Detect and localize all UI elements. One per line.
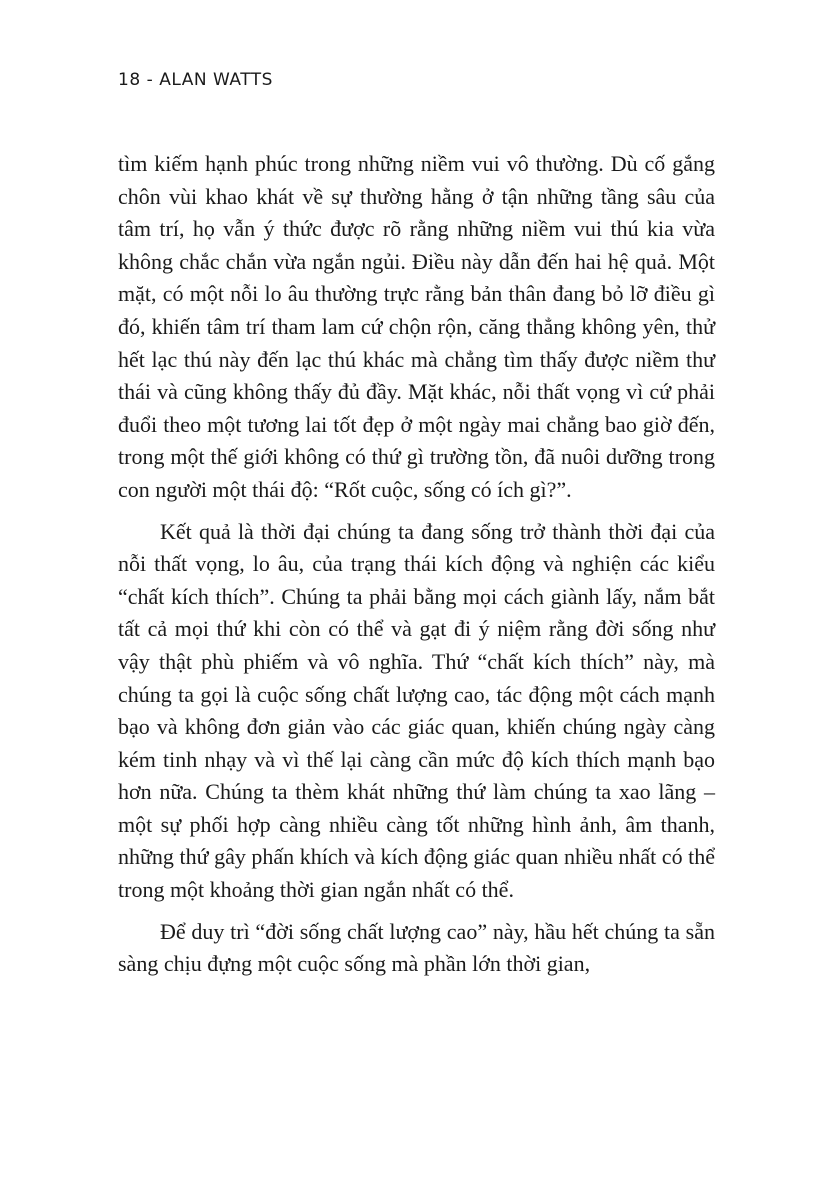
paragraph-continued: tìm kiếm hạnh phúc trong những niềm vui vô thường. Dù cố gắng chôn vùi khao khát về sự thường hằng ở tận những tầng sâu của tâm trí, họ vẫn ý thức được rõ rằng những niềm vui thú kia vừa không chắc chắn vừa ngắn ngủi. Điều này dẫn đến hai hệ quả. Một mặt, có một nỗi lo âu thường trực rằng bản thân đang bỏ lỡ điều gì đó, khiến tâm trí tham lam cứ chộn rộn, căng thẳng không yên, thử hết lạc thú này đến lạc thú khác mà chẳng tìm thấy được niềm thư thái và cũng không thấy đủ đầy. Mặt khác, nỗi thất vọng vì cứ phải đuổi theo một tương lai tốt đẹp ở một ngày mai chẳng bao giờ đến, trong một thế giới không có thứ gì trường tồn, đã nuôi dưỡng trong con người một thái độ: “Rốt cuộc, sống có ích gì?”. xyxy=(118,151,715,502)
running-head xyxy=(118,70,273,90)
running-head-separator: - xyxy=(146,70,154,90)
paragraph: Kết quả là thời đại chúng ta đang sống trở thành thời đại của nỗi thất vọng, lo âu, của trạng thái kích động và nghiện các kiểu “chất kích thích”. Chúng ta phải bằng mọi cách giành lấy, nắm bắt tất cả mọi thứ khi còn có thể và gạt đi ý niệm rằng đời sống như vậy thật phù phiếm và vô nghĩa. Thứ “chất kích thích” này, mà chúng ta gọi là cuộc sống chất lượng cao, tác động một cách mạnh bạo và không đơn giản vào các giác quan, khiến chúng ngày càng kém tinh nhạy và vì thế lại càng cần mức độ kích thích mạnh bạo hơn nữa. Chúng ta thèm khát những thứ làm chúng ta xao lãng – một sự phối hợp càng nhiều càng tốt những hình ảnh, âm thanh, những thứ gây phấn khích và kích động giác quan nhiều nhất có thể trong một khoảng thời gian ngắn nhất có thể. xyxy=(118,518,715,903)
author-name: ALAN WATTS xyxy=(159,70,273,90)
page-number: 18 xyxy=(118,70,141,90)
paragraph: Để duy trì “đời sống chất lượng cao” này, hầu hết chúng ta sẵn sàng chịu đựng một cuộc sống mà phần lớn thời gian, xyxy=(118,918,715,977)
body-text xyxy=(118,148,715,990)
